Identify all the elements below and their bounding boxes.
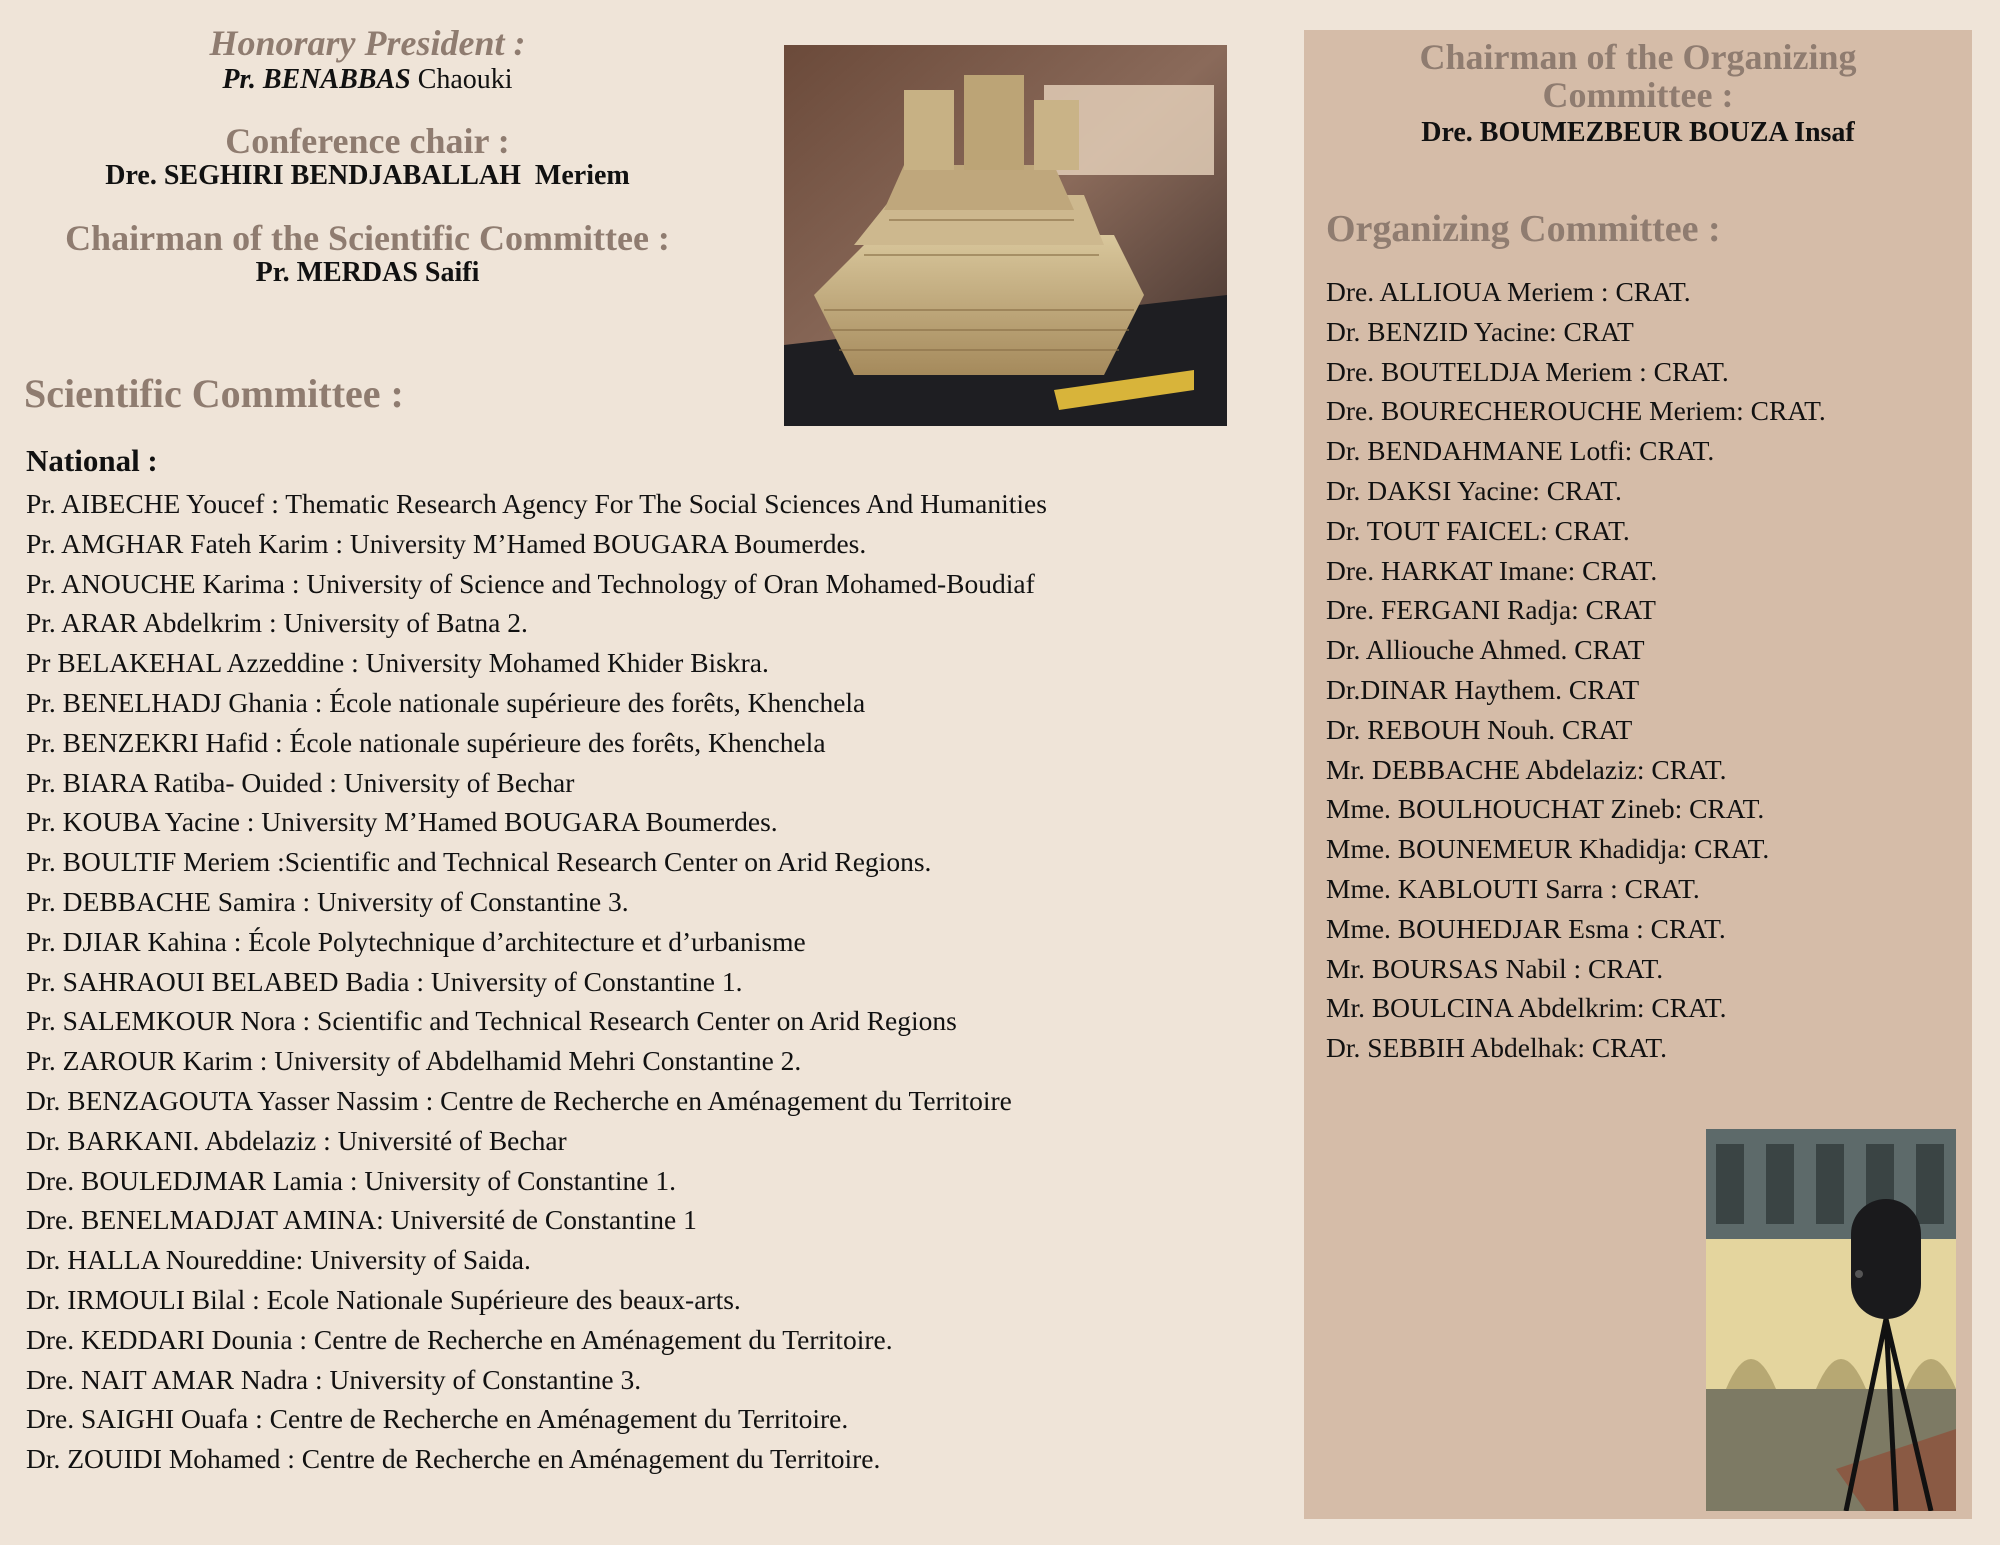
list-item: Mme. BOULHOUCHAT Zineb: CRAT. [1326, 793, 1765, 825]
list-item: Dre. BENELMADJAT AMINA: Université de Constantine 1 [26, 1204, 697, 1236]
list-item: Dr. BENZID Yacine: CRAT [1326, 315, 1634, 347]
architectural-model-photo [784, 45, 1227, 426]
list-item: Pr. BIARA Ratiba- Ouided : University of Bechar [26, 766, 575, 798]
list-item: Dre. ALLIOUA Meriem : CRAT. [1326, 276, 1691, 307]
honorary-president-name [0, 64, 735, 96]
list-item: Dre. FERGANI Radja: CRAT [1326, 594, 1656, 626]
organizing-committee-heading: Organizing Committee : [1326, 208, 1721, 250]
laser-scanner-photo [1706, 1129, 1956, 1511]
organizing-chair-name: Dre. BOUMEZBEUR BOUZA Insaf [1421, 117, 1855, 148]
scientific-committee-heading: Scientific Committee : [24, 371, 404, 416]
list-item: Mme. KABLOUTI Sarra : CRAT. [1326, 872, 1700, 904]
honorary-name-rest: Chaouki [410, 64, 513, 95]
list-item: Dr. REBOUH Nouh. CRAT [1326, 713, 1633, 745]
honorary-president-title: Honorary President : [209, 23, 526, 63]
organizing-chair-title-line2: Committee : [1542, 75, 1734, 115]
organizing-chair-title-line1: Chairman of the Organizing [1419, 37, 1857, 77]
national-members-list [26, 484, 1047, 1479]
list-item: Mme. BOUNEMEUR Khadidja: CRAT. [1326, 833, 1770, 865]
list-item: Dr. BENDAHMANE Lotfi: CRAT. [1326, 435, 1715, 467]
list-item: Pr. SALEMKOUR Nora : Scientific and Technical Research Center on Arid Regions [26, 1005, 957, 1037]
list-item: Dre. BOULEDJMAR Lamia : University of Constantine 1. [26, 1164, 676, 1196]
conference-chair-name: Dre. SEGHIRI BENDJABALLAH Meriem [105, 160, 630, 191]
list-item: Dr.DINAR Haythem. CRAT [1326, 673, 1640, 705]
list-item: Dr. HALLA Noureddine: University of Saida. [26, 1244, 531, 1276]
list-item: Dr. BARKANI. Abdelaziz : Université of Bechar [26, 1124, 567, 1156]
scientific-chair-name: Pr. MERDAS Saifi [255, 257, 480, 288]
list-item: Pr. BENZEKRI Hafid : École nationale supérieure des forêts, Khenchela [26, 726, 826, 758]
list-item: Pr. AMGHAR Fateh Karim : University M’Hamed BOUGARA Boumerdes. [26, 527, 867, 559]
list-item: Dr. SEBBIH Abdelhak: CRAT. [1326, 1032, 1667, 1064]
list-item: Mr. DEBBACHE Abdelaziz: CRAT. [1326, 753, 1727, 785]
list-item: Dre. KEDDARI Dounia : Centre de Recherche en Aménagement du Territoire. [26, 1323, 893, 1355]
list-item: Pr. ANOUCHE Karima : University of Science and Technology of Oran Mohamed-Boudiaf [26, 567, 1035, 599]
list-item: Dr. DAKSI Yacine: CRAT. [1326, 474, 1622, 506]
organizing-chair-title [1304, 38, 1972, 114]
honorary-name-prefix: Pr. BENABBAS [222, 64, 411, 95]
list-item: Pr. DEBBACHE Samira : University of Constantine 3. [26, 885, 629, 917]
list-item: Mme. BOUHEDJAR Esma : CRAT. [1326, 912, 1726, 944]
list-item: Dre. HARKAT Imane: CRAT. [1326, 554, 1658, 586]
list-item: Dre. NAIT AMAR Nadra : University of Constantine 3. [26, 1363, 642, 1395]
list-item: Pr. DJIAR Kahina : École Polytechnique d’architecture et d’urbanisme [26, 925, 806, 957]
list-item: Dre. BOURECHEROUCHE Meriem: CRAT. [1326, 395, 1826, 427]
list-item: Pr. AIBECHE Youcef : Thematic Research Agency For The Social Sciences And Humanities [26, 488, 1047, 519]
list-item: Pr. ARAR Abdelkrim : University of Batna 2. [26, 607, 528, 639]
organizing-members-list [1326, 272, 1826, 1068]
list-item: Pr. KOUBA Yacine : University M’Hamed BOUGARA Boumerdes. [26, 806, 778, 838]
list-item: Pr BELAKEHAL Azzeddine : University Mohamed Khider Biskra. [26, 647, 769, 679]
list-item: Mr. BOURSAS Nabil : CRAT. [1326, 952, 1664, 984]
list-item: Pr. BENELHADJ Ghania : École nationale supérieure des forêts, Khenchela [26, 686, 866, 718]
list-item: Mr. BOULCINA Abdelkrim: CRAT. [1326, 992, 1727, 1024]
list-item: Dre. SAIGHI Ouafa : Centre de Recherche en Aménagement du Territoire. [26, 1403, 849, 1435]
list-item: Dr. TOUT FAICEL: CRAT. [1326, 514, 1630, 546]
scientific-chair-title: Chairman of the Scientific Committee : [65, 218, 670, 258]
list-item: Dr. IRMOULI Bilal : Ecole Nationale Supérieure des beaux-arts. [26, 1283, 741, 1315]
list-item: Pr. ZAROUR Karim : University of Abdelhamid Mehri Constantine 2. [26, 1045, 802, 1077]
list-item: Pr. SAHRAOUI BELABED Badia : University of Constantine 1. [26, 965, 743, 997]
list-item: Dre. BOUTELDJA Meriem : CRAT. [1326, 355, 1729, 387]
list-item: Pr. BOULTIF Meriem :Scientific and Technical Research Center on Arid Regions. [26, 846, 932, 878]
list-item: Dr. Alliouche Ahmed. CRAT [1326, 634, 1645, 666]
national-label: National : [26, 443, 158, 478]
list-item: Dr. BENZAGOUTA Yasser Nassim : Centre de Recherche en Aménagement du Territoire [26, 1084, 1012, 1116]
list-item: Dr. ZOUIDI Mohamed : Centre de Recherche en Aménagement du Territoire. [26, 1443, 881, 1475]
conference-chair-title: Conference chair : [225, 121, 510, 161]
